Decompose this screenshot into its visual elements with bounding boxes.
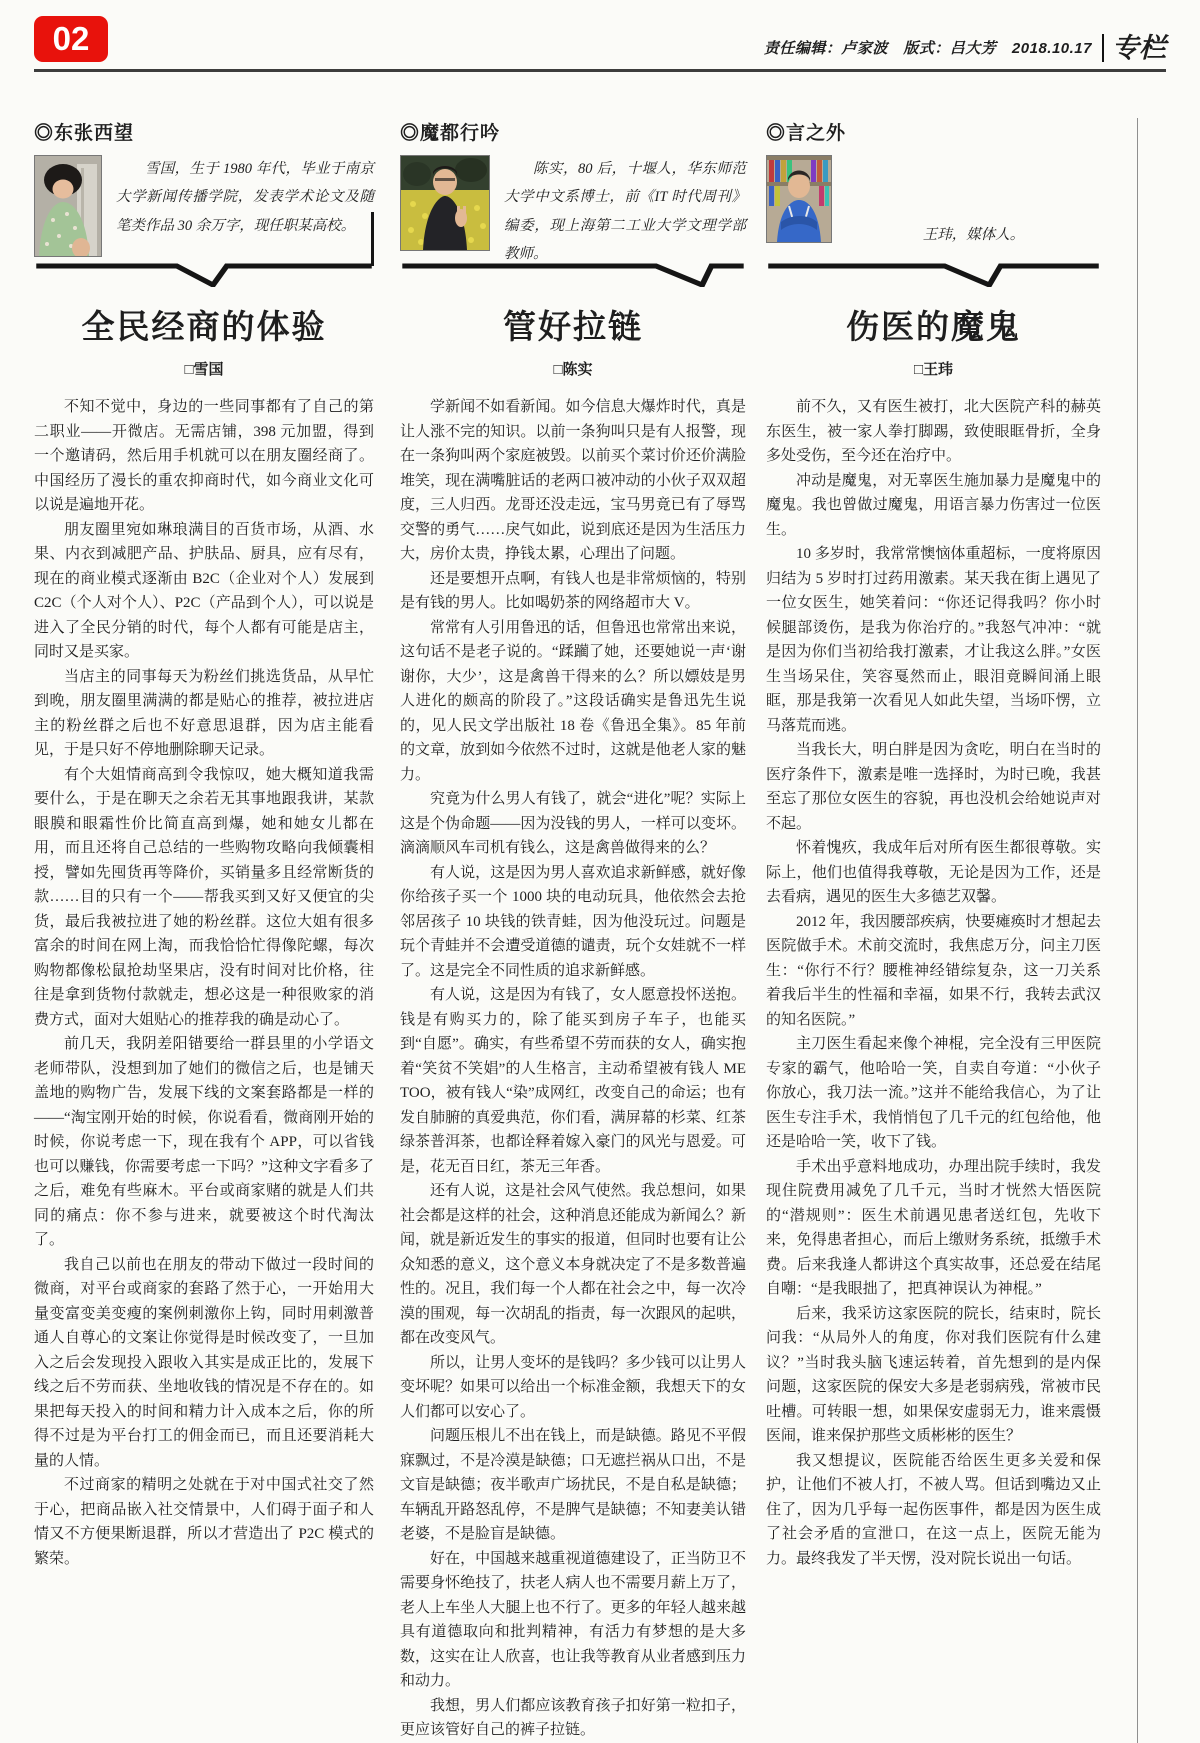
column-section-tag: ◎东张西望 xyxy=(34,123,135,144)
body-paragraph: 究竟为什么男人有钱了，就会“进化”呢？实际上这是个伪命题——因为没钱的男人，一样可以变坏。滴滴顺风车司机有钱么，这是禽兽做得来的么？ xyxy=(400,791,746,856)
author-bio-row xyxy=(766,155,1101,259)
body-paragraph: 学新闻不如看新闻。如今信息大爆炸时代，真是让人涨不完的知识。以前一条狗叫只是有人报警，现在一条狗叫两个家庭被毁。以前买个菜讨价还价满脸堆笑，现在满嘴脏话的老两口被冲动的小伙子双双超度，三人归西。龙哥还没走远，宝马男竟已有了辱骂交警的勇气……戾气如此，说到底还是因为生活压力大，房价太贵，挣钱太累，心理出了问题。 xyxy=(400,399,746,562)
author-photo xyxy=(34,155,102,257)
body-paragraph: 当店主的同事每天为粉丝们挑选货品，从早忙到晚，朋友圈里满满的都是贴心的推荐，被拉进店主的粉丝群之后也不好意思退群，因为店主能看见，于是只好不停地删除聊天记录。 xyxy=(34,668,374,758)
body-paragraph: 怀着愧疚，我成年后对所有医生都很尊敬。实际上，他们也值得我尊敬，无论是因为工作，还是去看病，遇见的医生大多德艺双馨。 xyxy=(766,840,1101,905)
masthead-right xyxy=(764,34,1166,62)
article-byline: □王玮 xyxy=(913,362,954,378)
body-paragraph: 朋友圈里宛如琳琅满目的百货市场，从酒、水果、内衣到减肥产品、护肤品、厨具，应有尽有，现在的商业模式逐渐由 B2C（企业对个人）发展到 C2C（个人对个人）、P2C（产品到个人），可以说是进入了全民分销的时代，每个人都有可能是店主，同时又是买家。 xyxy=(34,521,374,660)
author-photo xyxy=(400,155,490,251)
column-section-tag: ◎魔都行吟 xyxy=(400,123,501,144)
article-column-2 xyxy=(400,118,746,1743)
article-byline: □陈实 xyxy=(553,362,593,378)
article-title: 管好拉链 xyxy=(503,310,643,346)
page-section-label: 专栏 xyxy=(1112,33,1166,63)
body-paragraph: 我想，男人们都应该教育孩子扣好第一粒扣子，更应该管好自己的裤子拉链。 xyxy=(400,1697,746,1738)
speech-bubble-tail xyxy=(766,259,1101,287)
body-paragraph: 还有人说，这是社会风气使然。我总想问，如果社会都是这样的社会，这种消息还能成为新闻么？新闻，就是新近发生的事实的报道，但同时也要有让公众知悉的意义，这个意义本身就决定了不是多数普遍性的。况且，我们每一个人都在社会之中，每一次冷漠的围观，每一次胡乱的指责，每一次跟风的起哄，都在改变风气。 xyxy=(400,1183,746,1346)
body-paragraph: 主刀医生看起来像个神棍，完全没有三甲医院专家的霸气，他哈哈一笑，自卖自夸道：“小伙子你放心，我刀法一流。”这并不能给我信心，为了让医生专注手术，我悄悄包了几千元的红包给他，他还是哈哈一笑，收下了钱。 xyxy=(766,1036,1101,1150)
speech-bubble-tail xyxy=(400,259,746,287)
body-paragraph: 我自己以前也在朋友的带动下做过一段时间的微商，对平台或商家的套路了然于心，一开始用大量变富变美变瘦的案例刺激你上钩，同时用刺激普通人自尊心的文案让你觉得是时候改变了，一旦加入之后会发现投入跟收入其实是成正比的，发展下线之后不劳而获、坐地收钱的情况是不存在的。如果把每天投入的时间和精力计入成本之后，你的所得不过是为平台打工的佣金而已，而且还要消耗大量的人情。 xyxy=(34,1256,374,1469)
article-byline: □雪国 xyxy=(184,362,224,378)
speech-bubble-edge xyxy=(371,212,374,266)
body-paragraph: 有人说，这是因为男人喜欢追求新鲜感，就好像你给孩子买一个 1000 块的电动玩具，他依然会去抢邻居孩子 10 块钱的铁青蛙，因为他没玩过。问题是玩个青蛙并不会遭受道德的谴责，玩个女娃就不一样了。这是完全不同性质的追求新鲜感。 xyxy=(400,864,746,979)
speech-bubble-tail xyxy=(34,259,374,287)
body-paragraph: 当我长大，明白胖是因为贪吃，明白在当时的医疗条件下，激素是唯一选择时，为时已晚，我甚至忘了那位女医生的容貌，再也没机会给她说声对不起。 xyxy=(766,742,1101,832)
article-body xyxy=(34,395,374,1571)
masthead-rule xyxy=(34,69,1166,72)
body-paragraph: 有人说，这是因为有钱了，女人愿意投怀送抱。钱是有购买力的，除了能买到房子车子，也能买到“自愿”。确实，有些希望不劳而获的女人，确实抱着“笑贫不笑娼”的人生格言，主动希望被有钱人 ME TOO，被有钱人“染”成网红，改变自己的命运；也有发自肺腑的真爱典范，你们看，满屏幕的杉菜、红茶绿茶普洱茶，也都诠释着嫁入豪门的风光与恩爱。可是，花无百日红，茶无三年香。 xyxy=(400,987,746,1175)
body-paragraph: 好在，中国越来越重视道德建设了，正当防卫不需要身怀绝技了，扶老人病人也不需要月薪上万了，老人上车坐人大腿上也不行了。更多的年轻人越来越具有道德取向和批判精神，有活力有梦想的是大多数，这实在让人欣喜，也让我等教育从业者感到压力和动力。 xyxy=(400,1550,746,1689)
author-bio: 王玮，媒体人。 xyxy=(922,226,1025,243)
body-paragraph: 2012 年，我因腰部疾病，快要瘫痪时才想起去医院做手术。术前交流时，我焦虑万分，问主刀医生：“你行不行？腰椎神经错综复杂，这一刀关系着我后半生的性福和幸福，如果不行，我转去武汉的知名医院。” xyxy=(766,913,1101,1028)
article-title: 伤医的魔鬼 xyxy=(846,310,1021,346)
body-paragraph: 不知不觉中，身边的一些同事都有了自己的第二职业——开微店。无需店铺，398 元加盟，得到一个邀请码，然后用手机就可以在朋友圈经商了。中国经历了漫长的重农抑商时代，如今商业文化可以说是遍地开花。 xyxy=(34,399,374,513)
body-paragraph: 所以，让男人变坏的是钱吗？多少钱可以让男人变坏呢？如果可以给出一个标准金额，我想天下的女人们都可以安心了。 xyxy=(400,1354,746,1420)
masthead xyxy=(34,14,1166,62)
body-paragraph: 问题压根儿不出在钱上，而是缺德。路见不平假寐飘过，不是冷漠是缺德；口无遮拦祸从口出，不是文盲是缺德；夜半歌声广场扰民，不是自私是缺德；车辆乱开路怒乱停，不是脾气是缺德；不知妻美认错老婆，不是脸盲是缺德。 xyxy=(400,1428,746,1542)
body-paragraph: 不过商家的精明之处就在于对中国式社交了然于心，把商品嵌入社交情景中，人们碍于面子和人情又不方便果断退群，所以才营造出了 P2C 模式的繁荣。 xyxy=(34,1477,374,1567)
body-paragraph: 有个大姐情商高到令我惊叹，她大概知道我需要什么，于是在聊天之余若无其事地跟我讲，某款眼膜和眼霜性价比简直高到爆，她和她女儿都在用，而且还将自己总结的一些购物攻略向我倾囊相授，譬如先囤货再等降价，买销量多且经常断货的款……目的只有一个——帮我买到又好又便宜的尖货，最后我被拉进了她的粉丝群。这位大姐有很多富余的时间在网上淘，而我恰恰忙得像陀螺，每次购物都像松鼠抢劫坚果店，没有时间对比价格，往往是拿到货物付款就走，想必这是一种很败家的消费方式，面对大姐贴心的推荐我的确是动心了。 xyxy=(34,766,374,1028)
article-column-1 xyxy=(34,118,374,1743)
article-body xyxy=(766,395,1101,1571)
author-bio: 陈实，80 后，十堰人，华东师范大学中文系博士，前《IT 时代周刊》编委，现上海第二工业大学文理学部教师。 xyxy=(504,161,746,262)
body-paragraph: 常常有人引用鲁迅的话，但鲁迅也常常出来说，这句话不是老子说的。“蹂躏了她，还要她说一声‘谢谢你，大少’，这是禽兽干得来的么？所以嫖妓是男人进化的颇高的阶段了。”这段话确实是鲁迅先生说的，见人民文学出版社 18 卷《鲁迅全集》。85 年前的文章，放到如今依然不过时，这就是他老人家的魅力。 xyxy=(400,619,746,783)
article-columns xyxy=(34,118,1166,1743)
body-paragraph: 后来，我采访这家医院的院长，结束时，院长问我：“从局外人的角度，你对我们医院有什么建议？”当时我头脑飞速运转着，首先想到的是内保问题，这家医院的保安大多是老弱病残，常被市民吐槽。可转眼一想，如果保安虚弱无力，谁来震慑医闹，谁来保护那些文质彬彬的医生？ xyxy=(766,1305,1101,1444)
article-title: 全民经商的体验 xyxy=(81,310,327,346)
body-paragraph: 还是要想开点啊，有钱人也是非常烦恼的，特别是有钱的男人。比如喝奶茶的网络超市大 V。 xyxy=(400,570,746,611)
body-paragraph: 10 多岁时，我常常懊恼体重超标，一度将原因归结为 5 岁时打过药用激素。某天我在街上遇见了一位女医生，她笑着问：“你还记得我吗？你小时候腿部烫伤，是我为你治疗的。”我怒气冲冲：“就是因为你们当初给我打激素，才让我这么胖。”女医生当场呆住，笑容戛然而止，眼泪竟瞬间涌上眼眶，那是我第一次看见人如此失望，当场吓愣，立马落荒而逃。 xyxy=(766,546,1101,734)
article-column-3 xyxy=(766,118,1138,1743)
body-paragraph: 冲动是魔鬼，对无辜医生施加暴力是魔鬼中的魔鬼。我也曾做过魔鬼，用语言暴力伤害过一位医生。 xyxy=(766,472,1101,538)
author-bio: 雪国，生于 1980 年代，毕业于南京大学新闻传播学院，发表学术论文及随笔类作品 30 余万字，现任职某高校。 xyxy=(116,161,374,234)
author-photo xyxy=(766,155,832,243)
edition-info: 责任编辑：卢家波 版式：吕大芳 2018.10.17 xyxy=(763,40,1092,57)
page-number-badge: 02 xyxy=(34,16,108,62)
body-paragraph: 前几天，我阴差阳错要给一群县里的小学语文老师带队，没想到加了她们的微信之后，也是铺天盖地的购物广告，发展下线的文案套路都是一样的——“淘宝刚开始的时候，你说看看，微商刚开始的时候，你说考虑一下，现在我有个 APP，可以省钱也可以赚钱，你需要考虑一下吗？”这种文字看多了之后，难免有些麻木。平台或商家赌的就是人们共同的痛点：你不参与进来，就要被这个时代淘汰了。 xyxy=(34,1036,374,1248)
author-bio-row xyxy=(34,155,374,259)
body-paragraph: 手术出乎意料地成功，办理出院手续时，我发现住院费用减免了几千元，当时才恍然大悟医院的“潜规则”：医生术前遇见患者送红包，先收下来，免得患者担心，而后上缴财务系统，抵缴手术费。后来我逢人都讲这个真实故事，还总爱在结尾自嘲：“是我眼拙了，把真神误认为神棍。” xyxy=(766,1158,1101,1297)
column-section-tag: ◎言之外 xyxy=(766,123,847,144)
author-bio-row xyxy=(400,155,746,262)
body-paragraph: 我又想提议，医院能否给医生更多关爱和保护，让他们不被人打，不被人骂。但话到嘴边又止住了，因为几乎每一起伤医事件，都是因为医生成了社会矛盾的宣泄口，在这一点上，医院无能为力。最终我发了半天愣，没对院长说出一句话。 xyxy=(766,1452,1101,1567)
body-paragraph: 前不久，又有医生被打，北大医院产科的赫英东医生，被一家人拳打脚踢，致使眼眶骨折，全身多处受伤，至今还在治疗中。 xyxy=(766,399,1101,464)
article-body xyxy=(400,395,746,1743)
label-divider xyxy=(1102,34,1104,62)
